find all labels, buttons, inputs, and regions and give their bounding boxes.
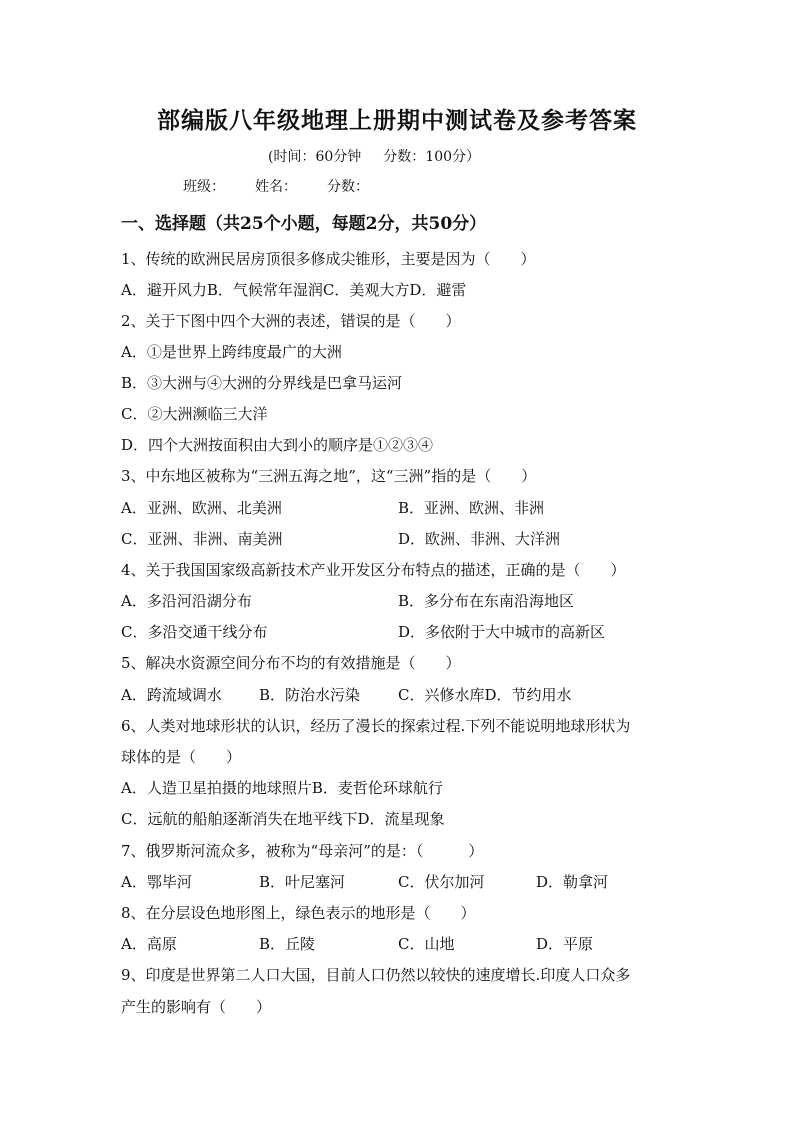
class-label: 班级： — [183, 179, 225, 195]
question-7-option-d: D．勒拿河 — [536, 873, 609, 891]
question-5-stem: 5、解决水资源空间分布不均的有效措施是（ ） — [121, 654, 461, 672]
question-6-stem-line-2: 球体的是（ ） — [121, 748, 242, 766]
name-label: 姓名： — [255, 179, 297, 195]
question-8-option-a: A．高原 — [121, 935, 177, 953]
question-1-options: A．避开风力B．气候常年湿润C．美观大方D．避雷 — [121, 281, 467, 299]
question-2-option-b: B．③大洲与④大洲的分界线是巴拿马运河 — [121, 374, 403, 392]
question-8-option-c: C．山地 — [398, 935, 455, 953]
question-7-option-b: B．叶尼塞河 — [259, 873, 346, 891]
exam-meta — [268, 146, 502, 166]
question-4-stem: 4、关于我国国家级高新技术产业开发区分布特点的描述，正确的是（ ） — [121, 561, 626, 579]
question-9-stem-line-2: 产生的影响有（ ） — [121, 998, 272, 1016]
section-heading: 一、选择题（共25个小题，每题2分，共50分） — [121, 214, 487, 234]
question-6-option-ab: A．人造卫星拍摄的地球照片B．麦哲伦环球航行 — [121, 779, 443, 797]
exam-score: 分数：100分） — [383, 149, 481, 165]
question-3-option-d: D．欧洲、非洲、大洋洲 — [398, 530, 561, 548]
question-3-option-c: C．亚洲、非洲、南美洲 — [121, 530, 283, 548]
question-7-option-a: A．鄂毕河 — [121, 873, 192, 891]
question-6-option-cd: C．远航的船舶逐渐消失在地平线下D．流星现象 — [121, 810, 445, 828]
question-4-option-b: B．多分布在东南沿海地区 — [398, 592, 575, 610]
question-7-stem: 7、俄罗斯河流众多，被称为“母亲河”的是：（ ） — [121, 842, 484, 860]
question-5-option-a: A．跨流域调水 — [121, 686, 222, 704]
question-2-option-a: A．①是世界上跨纬度最广的大洲 — [121, 343, 342, 361]
exam-title: 部编版八年级地理上册期中测试卷及参考答案 — [157, 107, 637, 134]
question-8-option-b: B．丘陵 — [259, 935, 316, 953]
score-label: 分数： — [327, 179, 369, 195]
question-8-option-d: D．平原 — [536, 935, 594, 953]
question-3-option-a: A．亚洲、欧洲、北美洲 — [121, 499, 282, 517]
exam-time: (时间：60分钟 — [268, 149, 362, 165]
question-2-option-c: C．②大洲濒临三大洋 — [121, 405, 268, 423]
question-1-stem: 1、传统的欧洲民居房顶很多修成尖锥形，主要是因为（ ） — [121, 250, 536, 268]
question-8-stem: 8、在分层设色地形图上，绿色表示的地形是（ ） — [121, 904, 476, 922]
question-5-option-b: B．防治水污染 — [259, 686, 361, 704]
question-4-option-a: A．多沿河沿湖分布 — [121, 592, 252, 610]
student-info-line — [183, 176, 369, 196]
question-9-stem-line-1: 9、印度是世界第二人口大国，目前人口仍然以较快的速度增长.印度人口众多 — [121, 966, 631, 984]
question-4-option-d: D．多依附于大中城市的高新区 — [398, 623, 606, 641]
question-2-option-d: D．四个大洲按面积由大到小的顺序是①②③④ — [121, 436, 434, 454]
question-3-option-b: B．亚洲、欧洲、非洲 — [398, 499, 545, 517]
question-4-option-c: C．多沿交通干线分布 — [121, 623, 268, 641]
question-3-stem: 3、中东地区被称为“三洲五海之地”，这“三洲”指的是（ ） — [121, 467, 537, 485]
question-7-option-c: C．伏尔加河 — [398, 873, 485, 891]
question-2-stem: 2、关于下图中四个大洲的表述，错误的是（ ） — [121, 312, 461, 330]
question-5-option-cd: C．兴修水库D．节约用水 — [398, 686, 572, 704]
question-6-stem-line-1: 6、人类对地球形状的认识，经历了漫长的探索过程.下列不能说明地球形状为 — [121, 717, 631, 735]
